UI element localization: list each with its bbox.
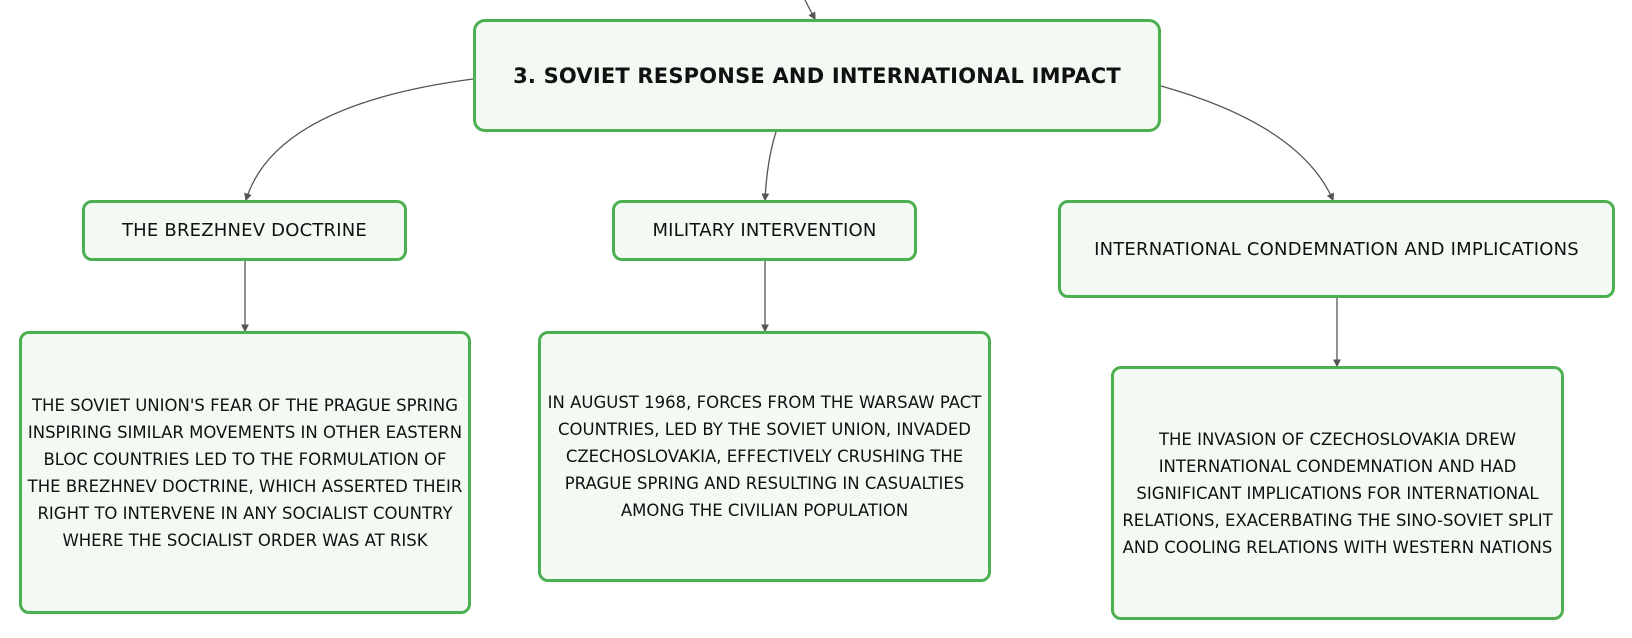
connector-root-to-international-condemnation [1161,86,1333,200]
branch-node-international-condemnation[interactable] [1058,200,1615,298]
detail-node-military-intervention[interactable] [538,331,991,582]
detail-text-military-intervention: IN AUGUST 1968, FORCES FROM THE WARSAW PACT COUNTRIES, LED BY THE SOVIET UNION, INVADED CZECHOSLOVAKIA, EFFECTIVELY CRUSHING THE PRAGUE SPRING AND RESULTING IN CASUALTIES AMONG THE CIVILIAN POPULATION [547,393,982,520]
root-topic-title: 3. SOVIET RESPONSE AND INTERNATIONAL IMPACT [513,63,1121,88]
branch-node-brezhnev-doctrine[interactable] [82,200,407,261]
connector-root-to-military-intervention [765,132,776,200]
root-topic-node[interactable] [473,19,1161,132]
connector-root-to-brezhnev-doctrine [246,79,473,200]
branch-label-military-intervention: MILITARY INTERVENTION [652,220,877,241]
branch-label-international-condemnation: INTERNATIONAL CONDEMNATION AND IMPLICATIONS [1094,238,1579,260]
detail-node-international-condemnation[interactable] [1111,366,1564,620]
connector-incoming-root [805,0,815,19]
detail-text-international-condemnation: THE INVASION OF CZECHOSLOVAKIA DREW INTERNATIONAL CONDEMNATION AND HAD SIGNIFICANT IMPLICATIONS FOR INTERNATIONAL RELATIONS, EXACERBATING THE SINO-SOVIET SPLIT AND COOLING RELATIONS WITH WESTERN NATIONS [1122,429,1553,557]
branch-label-brezhnev-doctrine: THE BREZHNEV DOCTRINE [121,220,368,241]
detail-node-brezhnev-doctrine[interactable] [19,331,471,614]
branch-node-military-intervention[interactable] [612,200,917,261]
detail-text-brezhnev-doctrine: THE SOVIET UNION'S FEAR OF THE PRAGUE SPRING INSPIRING SIMILAR MOVEMENTS IN OTHER EASTERN BLOC COUNTRIES LED TO THE FORMULATION OF THE BREZHNEV DOCTRINE, WHICH ASSERTED THEIR RIGHT TO INTERVENE IN ANY SOCIALIST COUNTRY WHERE THE SOCIALIST ORDER WAS AT RISK [27,395,463,550]
